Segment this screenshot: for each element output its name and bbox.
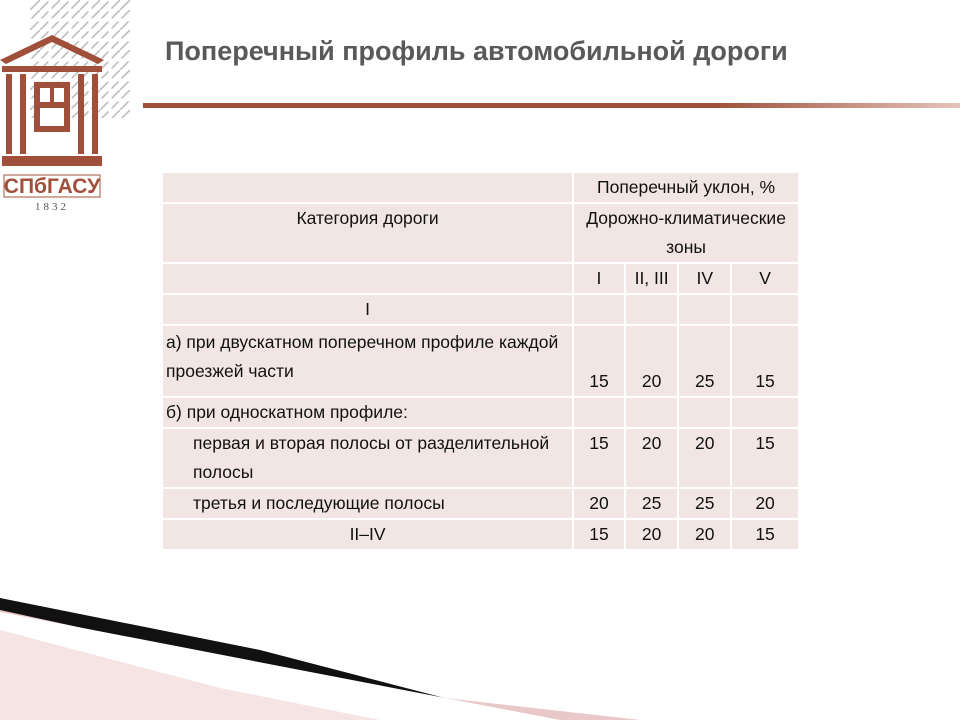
- svg-text:1832: 1832: [35, 201, 69, 213]
- university-logo: [0, 0, 140, 215]
- row-label: б) при односкатном профиле:: [162, 397, 573, 428]
- row-label-text: первая и вторая полосы от разделительной полосы: [193, 433, 550, 482]
- row-value: 25: [625, 488, 679, 519]
- row-value: [678, 294, 731, 325]
- row-value: [573, 294, 625, 325]
- row-value: 20: [625, 428, 679, 488]
- row-value: 15: [731, 519, 799, 550]
- row-label: третья и последующие полосы: [162, 488, 573, 519]
- header-category: Категория дороги: [162, 203, 573, 263]
- row-label: [162, 428, 573, 488]
- row-value: [573, 397, 625, 428]
- slope-table: [161, 171, 800, 551]
- row-value: 20: [678, 428, 731, 488]
- table-header-row-2: [162, 203, 799, 263]
- row-value: 20: [731, 488, 799, 519]
- row-value: [678, 397, 731, 428]
- zone-header: IV: [678, 263, 731, 294]
- table-row: [162, 294, 799, 325]
- table-header-row-1: [162, 172, 799, 203]
- table-row: [162, 519, 799, 550]
- row-value: 15: [731, 428, 799, 488]
- row-value: 20: [625, 519, 679, 550]
- row-value: 20: [573, 488, 625, 519]
- row-label: а) при двускатном поперечном профиле каждой проезжей части: [162, 325, 573, 397]
- row-value: 25: [678, 325, 731, 397]
- row-value: 15: [731, 325, 799, 397]
- table-header-row-3: [162, 263, 799, 294]
- svg-text:СПбГАСУ: СПбГАСУ: [3, 175, 101, 198]
- building-icon: [0, 0, 140, 215]
- header-zones: Дорожно-климатические зоны: [573, 203, 799, 263]
- row-label: I: [162, 294, 573, 325]
- header-empty-cell: [162, 263, 573, 294]
- row-value: [731, 397, 799, 428]
- row-value: [731, 294, 799, 325]
- row-value: 15: [573, 325, 625, 397]
- header-slope: Поперечный уклон, %: [573, 172, 799, 203]
- page-title: Поперечный профиль автомобильной дороги: [165, 36, 788, 66]
- table-row: [162, 397, 799, 428]
- table-row: [162, 428, 799, 488]
- row-label: II–IV: [162, 519, 573, 550]
- row-value: 20: [625, 325, 679, 397]
- header-empty-cell: [162, 172, 573, 203]
- zone-header: V: [731, 263, 799, 294]
- zone-header: II, III: [625, 263, 679, 294]
- row-value: 20: [678, 519, 731, 550]
- zone-header: I: [573, 263, 625, 294]
- decorative-swoosh: [0, 590, 960, 720]
- title-divider: [143, 103, 960, 108]
- table-row: [162, 325, 799, 397]
- row-value: 15: [573, 428, 625, 488]
- row-value: [625, 294, 679, 325]
- row-value: 25: [678, 488, 731, 519]
- row-value: [625, 397, 679, 428]
- table-row: [162, 488, 799, 519]
- row-value: 15: [573, 519, 625, 550]
